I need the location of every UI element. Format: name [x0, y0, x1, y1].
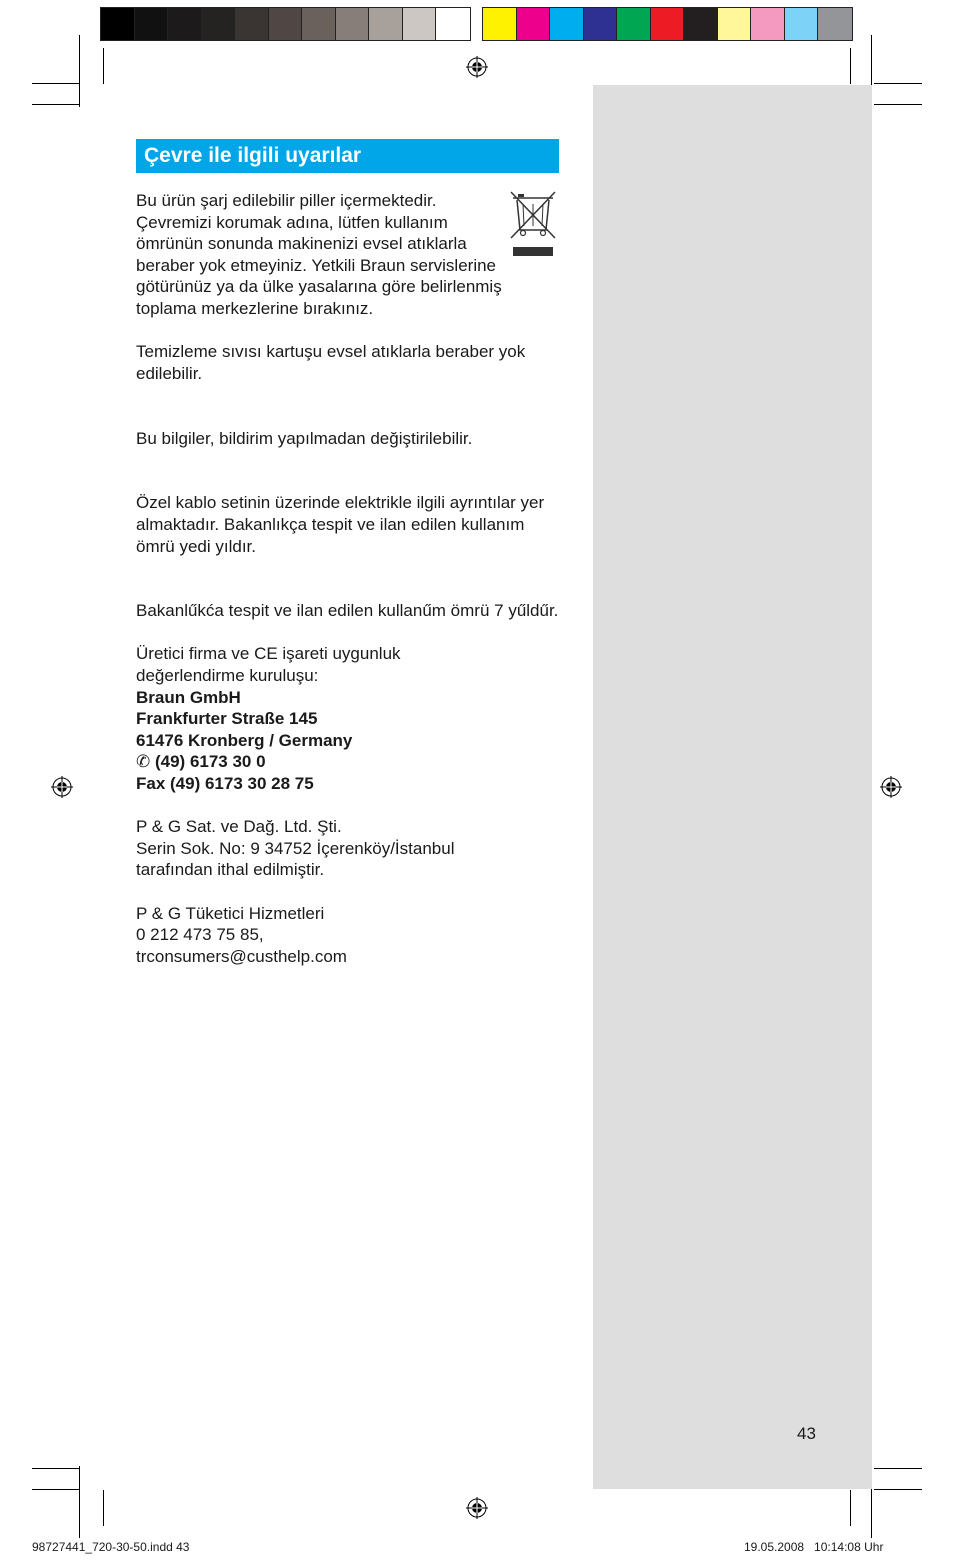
registration-mark-icon — [51, 776, 73, 798]
crop-mark — [874, 1468, 922, 1469]
manufacturer-phone: (49) 6173 30 0 — [154, 752, 266, 772]
color-swatch — [336, 8, 370, 40]
paragraph-recycling: Bu ürün şarj edilebilir piller içermektedir. Çevremizi korumak adına, lütfen kullanım ömrünün sonunda makinenizi evsel atıklarla beraber yok etmeyiniz. Yetkili Braun servislerine götürünüz ya da ülke yasalarına göre belirlenmiş toplama merkezlerine bırakınız. — [136, 191, 502, 318]
crop-mark — [874, 104, 922, 105]
color-swatch — [785, 8, 819, 40]
color-swatch — [202, 8, 236, 40]
color-swatch — [584, 8, 618, 40]
manufacturer-city: 61476 Kronberg / Germany — [136, 730, 353, 750]
importer-line3: tarafından ithal edilmiştir. — [136, 860, 325, 880]
color-swatch — [651, 8, 685, 40]
section-heading: Çevre ile ilgili uyarılar — [136, 139, 559, 173]
color-swatch — [101, 8, 135, 40]
crop-mark — [32, 83, 80, 84]
consumer-service-email: trconsumers@custhelp.com — [136, 946, 347, 966]
color-swatch — [550, 8, 584, 40]
color-swatch — [436, 8, 470, 40]
sidebar-panel — [593, 85, 872, 1489]
icon-wrap-space — [505, 190, 561, 276]
color-swatch — [369, 8, 403, 40]
paragraph-cartridge: Temizleme sıvısı kartuşu evsel atıklarla beraber yok edilebilir. — [136, 342, 526, 383]
footer-file-info: 98727441_720-30-50.indd 43 — [32, 1540, 190, 1554]
registration-mark-icon — [466, 1497, 488, 1519]
crop-mark — [32, 1489, 80, 1490]
color-swatch — [751, 8, 785, 40]
page-number: 43 — [797, 1424, 816, 1443]
crop-mark — [79, 1466, 80, 1538]
paragraph-cable: Özel kablo setinin üzerinde elektrikle ilgili ayrıntılar yer almaktadır. Bakanlıkça tespit ve ilan edilen kullanım ömrü yedi yıldır. — [136, 493, 545, 556]
phone-icon: ✆ — [136, 752, 151, 772]
color-swatch — [235, 8, 269, 40]
crop-mark — [850, 48, 851, 84]
color-swatch — [135, 8, 169, 40]
color-swatch — [403, 8, 437, 40]
paragraph-consumer-service — [136, 903, 561, 968]
color-swatch — [684, 8, 718, 40]
color-swatch — [483, 8, 517, 40]
process-color-bar — [482, 7, 853, 41]
color-swatch — [168, 8, 202, 40]
crop-mark — [850, 1490, 851, 1526]
color-swatch — [302, 8, 336, 40]
crop-mark — [79, 35, 80, 107]
manufacturer-intro-line1: Üretici firma ve CE işareti uygunluk — [136, 644, 401, 664]
registration-mark-icon — [466, 56, 488, 78]
manufacturer-fax: Fax (49) 6173 30 28 75 — [136, 774, 314, 794]
consumer-service-phone: 0 212 473 75 85, — [136, 925, 264, 945]
crop-mark — [874, 1489, 922, 1490]
paragraph-notice: Bu bilgiler, bildirim yapılmadan değiştirilebilir. — [136, 428, 473, 448]
color-swatch — [718, 8, 752, 40]
registration-mark-icon — [880, 776, 902, 798]
color-swatch — [269, 8, 303, 40]
paragraph-manufacturer-intro — [136, 643, 561, 794]
crop-mark — [103, 48, 104, 84]
importer-line2: Serin Sok. No: 9 34752 İçerenköy/İstanbul — [136, 838, 455, 858]
color-swatch — [617, 8, 651, 40]
manufacturer-name: Braun GmbH — [136, 687, 241, 707]
crop-mark — [103, 1490, 104, 1526]
manufacturer-street: Frankfurter Straße 145 — [136, 709, 318, 729]
grayscale-color-bar — [100, 7, 471, 41]
paragraph-lifetime: Bakanlűkća tespit ve ilan edilen kullanűm ömrü 7 yűldűr. — [136, 601, 559, 621]
crop-mark — [874, 83, 922, 84]
main-text — [136, 190, 561, 967]
consumer-service-line1: P & G Tüketici Hizmetleri — [136, 903, 325, 923]
crop-mark — [32, 1468, 80, 1469]
color-swatch — [818, 8, 852, 40]
crop-mark — [32, 104, 80, 105]
footer-timestamp: 19.05.2008 10:14:08 Uhr — [744, 1540, 884, 1554]
color-swatch — [517, 8, 551, 40]
paragraph-importer — [136, 816, 561, 881]
manufacturer-intro-line2: değerlendirme kuruluşu: — [136, 666, 319, 686]
importer-line1: P & G Sat. ve Dağ. Ltd. Şti. — [136, 817, 342, 837]
